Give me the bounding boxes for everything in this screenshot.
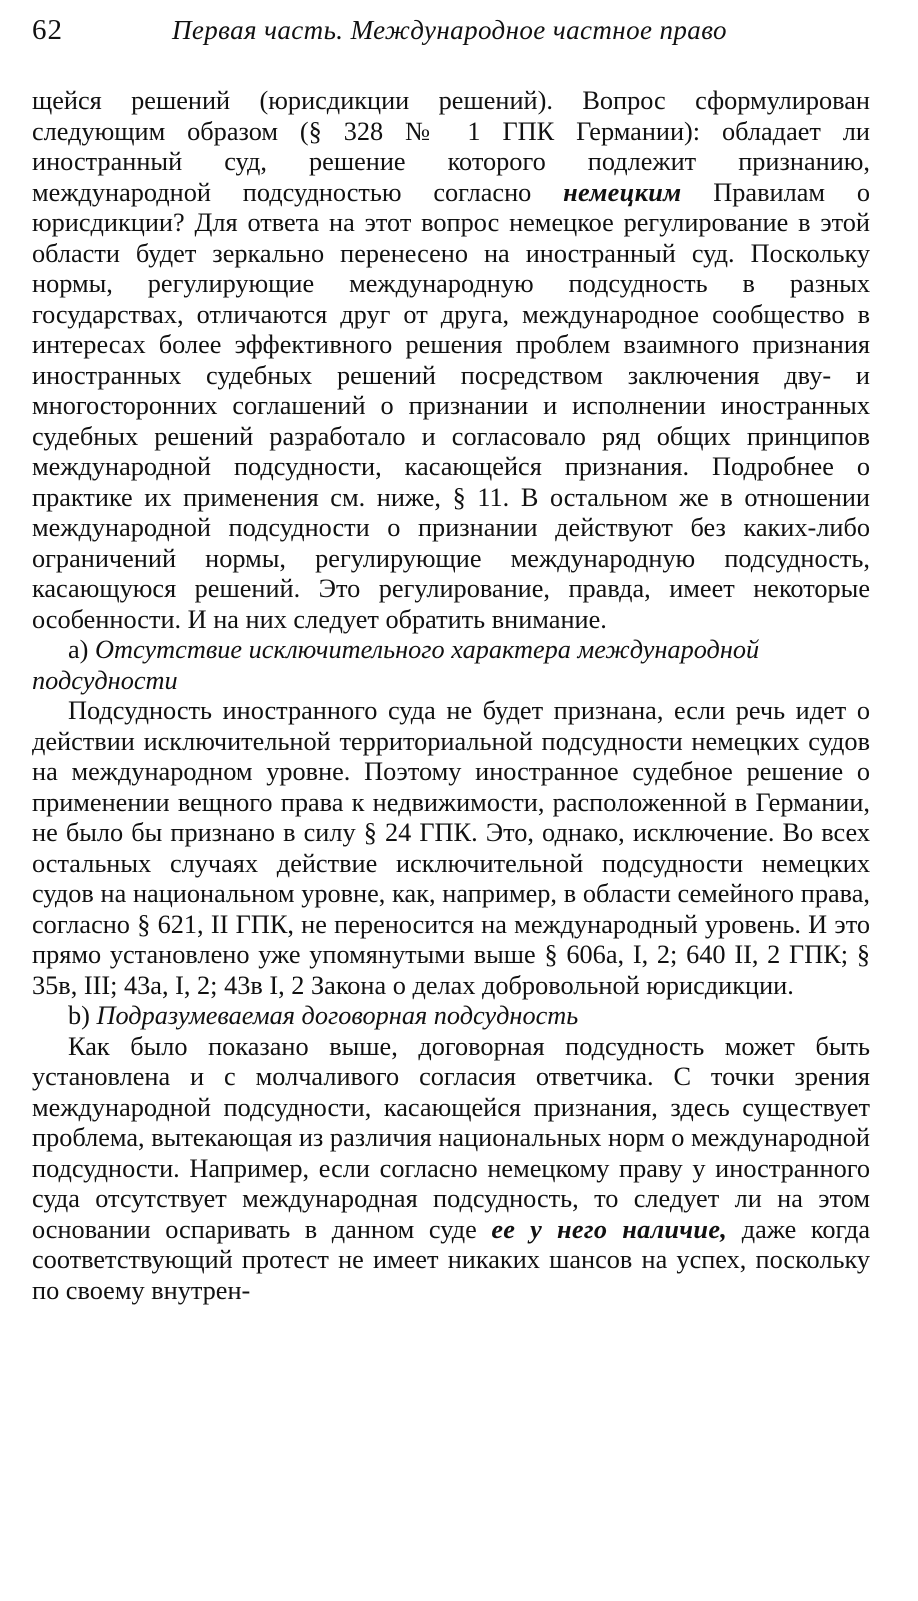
body-text [32,86,870,1306]
paragraph: Подсудность иностранного суда не будет признана, если речь идет о действии исключительной территориальной подсудности немецких судов на международном уровне. Поэтому иностранное судебное решение о применении вещного права к недвижимости, расположенной в Германии, не было бы признано в силу § 24 ГПК. Это, однако, исключение. Во всех остальных случаях действие исключительной подсудности немецких судов на национальном уровне, как, например, в области семейного права, согласно § 621, II ГПК, не переносится на международный уровень. И это прямо установлено уже упомянутыми выше § 606а, I, 2; 640 II, 2 ГПК; § 35в, III; 43а, I, 2; 43в I, 2 Закона о делах добровольной юрисдикции. [32,696,870,1000]
emphasis: ее у него наличие, [491,1214,728,1244]
running-title: Первая часть. Международное частное право [172,15,727,45]
paragraph-text: щейся решений (юрисдикции решений). Вопрос сформулирован следующим образом (§ 328 № 1 ГПК Германии): обладает ли иностранный суд, решение которого подлежит признанию, международной подсудностью согласно [32,86,870,207]
running-head [32,14,870,54]
paragraph-text: Правилам о юрисдикции? Для ответа на этот вопрос немецкое регулирование в этой области будет зеркально перенесено на иностранный суд. Поскольку нормы, регулирующие международную подсудность в разных государствах, отличаются друг от друга, международное сообщество в интересах более эффективного решения проблем взаимного признания иностранных судебных решений посредством заключения дву- и многосторонних соглашений о признании и исполнении иностранных судебных решений разработало и согласовало ряд общих принципов международной подсудности, касающейся признания. Подробнее о практике их применения см. ниже, § 11. В остальном же в отношении международной подсудности о признании действуют без каких-либо ограничений нормы, регулирующие международную подсудность, касающуюся решений. Это регулирование, правда, имеет некоторые особенности. И на них следует обратить внимание. [32,177,870,634]
paragraph-text: даже когда соответствующий протест не имеет никаких шансов на успех, поскольку по своему внутрен- [32,1214,870,1305]
paragraph [32,1032,870,1307]
paragraph-continued [32,86,870,635]
heading-title: Отсутствие исключительного характера международной подсудности [32,635,760,695]
emphasis: немецким [563,177,682,207]
heading-title: Подразумеваемая договорная подсудность [96,1001,579,1030]
paragraph-text: Как было показано выше, договорная подсудность может быть установлена и с молчаливого согласия ответчика. С точки зрения международной подсудности, касающейся признания, здесь существует проблема, вытекающая из различия национальных норм о международной подсудности. Например, если согласно немецкому праву у иностранного суда отсутствует международная подсудность, то следует ли на этом основании оспаривать в данном суде [32,1031,870,1244]
book-page [32,14,870,1306]
heading-marker: a) [68,635,89,664]
section-heading-a [32,635,870,696]
heading-marker: b) [68,1001,90,1030]
page-number: 62 [32,14,63,46]
section-heading-b [32,1001,870,1032]
